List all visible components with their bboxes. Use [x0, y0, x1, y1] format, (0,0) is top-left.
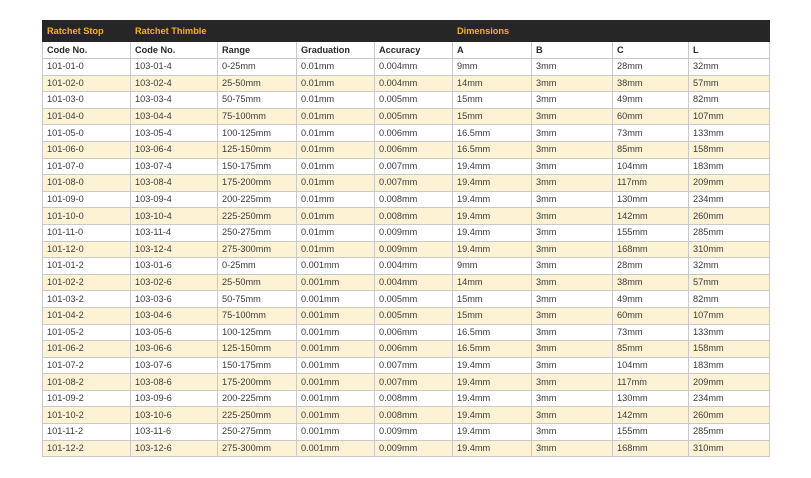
cell-ratchet-thimble-code: 103-12-6 [131, 440, 218, 457]
cell-dim-b: 3mm [532, 258, 613, 275]
cell-graduation: 0.001mm [297, 374, 375, 391]
table-row [43, 258, 770, 275]
cell-ratchet-stop-code: 101-06-0 [43, 141, 131, 158]
table-row [43, 59, 770, 76]
cell-accuracy: 0.004mm [375, 258, 453, 275]
table-row [43, 357, 770, 374]
cell-dim-b: 3mm [532, 440, 613, 457]
cell-ratchet-thimble-code: 103-03-4 [131, 92, 218, 109]
cell-ratchet-thimble-code: 103-12-4 [131, 241, 218, 258]
cell-dim-a: 16.5mm [453, 141, 532, 158]
group-header-blank [689, 21, 770, 42]
cell-dim-a: 19.4mm [453, 424, 532, 441]
cell-accuracy: 0.006mm [375, 125, 453, 142]
cell-dim-l: 310mm [689, 440, 770, 457]
cell-range: 200-225mm [218, 390, 297, 407]
cell-dim-l: 57mm [689, 274, 770, 291]
cell-dim-a: 9mm [453, 59, 532, 76]
cell-dim-b: 3mm [532, 407, 613, 424]
cell-dim-b: 3mm [532, 357, 613, 374]
cell-dim-l: 260mm [689, 208, 770, 225]
cell-ratchet-thimble-code: 103-03-6 [131, 291, 218, 308]
cell-ratchet-thimble-code: 103-01-6 [131, 258, 218, 275]
cell-dim-c: 117mm [613, 175, 689, 192]
table-row [43, 341, 770, 358]
column-header-graduation: Graduation [297, 42, 375, 59]
cell-ratchet-thimble-code: 103-07-6 [131, 357, 218, 374]
cell-dim-b: 3mm [532, 141, 613, 158]
cell-graduation: 0.01mm [297, 208, 375, 225]
cell-graduation: 0.001mm [297, 407, 375, 424]
table-row [43, 158, 770, 175]
cell-range: 150-175mm [218, 158, 297, 175]
cell-range: 150-175mm [218, 357, 297, 374]
cell-dim-l: 234mm [689, 390, 770, 407]
cell-graduation: 0.001mm [297, 390, 375, 407]
cell-dim-a: 19.4mm [453, 208, 532, 225]
cell-range: 125-150mm [218, 141, 297, 158]
cell-dim-c: 85mm [613, 141, 689, 158]
cell-ratchet-thimble-code: 103-08-4 [131, 175, 218, 192]
cell-graduation: 0.001mm [297, 341, 375, 358]
cell-dim-l: 107mm [689, 307, 770, 324]
table-row [43, 208, 770, 225]
cell-ratchet-thimble-code: 103-06-6 [131, 341, 218, 358]
group-header-blank [613, 21, 689, 42]
cell-dim-c: 49mm [613, 92, 689, 109]
cell-dim-c: 60mm [613, 108, 689, 125]
cell-dim-b: 3mm [532, 424, 613, 441]
cell-dim-b: 3mm [532, 92, 613, 109]
cell-range: 175-200mm [218, 374, 297, 391]
cell-range: 250-275mm [218, 224, 297, 241]
cell-dim-c: 130mm [613, 191, 689, 208]
cell-ratchet-stop-code: 101-08-2 [43, 374, 131, 391]
cell-dim-c: 168mm [613, 241, 689, 258]
cell-ratchet-thimble-code: 103-09-4 [131, 191, 218, 208]
cell-dim-a: 19.4mm [453, 224, 532, 241]
cell-dim-a: 19.4mm [453, 440, 532, 457]
cell-accuracy: 0.004mm [375, 75, 453, 92]
cell-dim-l: 82mm [689, 92, 770, 109]
cell-accuracy: 0.009mm [375, 224, 453, 241]
cell-graduation: 0.001mm [297, 274, 375, 291]
column-header-ratchet-stop-code: Code No. [43, 42, 131, 59]
cell-dim-b: 3mm [532, 307, 613, 324]
cell-dim-c: 60mm [613, 307, 689, 324]
cell-accuracy: 0.008mm [375, 390, 453, 407]
cell-dim-b: 3mm [532, 125, 613, 142]
column-header-l: L [689, 42, 770, 59]
cell-ratchet-stop-code: 101-10-0 [43, 208, 131, 225]
cell-dim-c: 104mm [613, 158, 689, 175]
cell-graduation: 0.001mm [297, 291, 375, 308]
cell-accuracy: 0.006mm [375, 324, 453, 341]
cell-dim-l: 158mm [689, 341, 770, 358]
cell-dim-c: 73mm [613, 324, 689, 341]
cell-dim-a: 15mm [453, 92, 532, 109]
cell-ratchet-stop-code: 101-08-0 [43, 175, 131, 192]
cell-dim-c: 142mm [613, 208, 689, 225]
cell-ratchet-stop-code: 101-09-2 [43, 390, 131, 407]
cell-dim-a: 19.4mm [453, 175, 532, 192]
cell-accuracy: 0.005mm [375, 108, 453, 125]
group-header-blank [218, 21, 297, 42]
column-header-c: C [613, 42, 689, 59]
cell-dim-a: 15mm [453, 291, 532, 308]
cell-dim-l: 209mm [689, 175, 770, 192]
cell-dim-l: 133mm [689, 324, 770, 341]
cell-ratchet-stop-code: 101-05-0 [43, 125, 131, 142]
cell-dim-l: 158mm [689, 141, 770, 158]
cell-dim-c: 142mm [613, 407, 689, 424]
cell-graduation: 0.01mm [297, 241, 375, 258]
cell-accuracy: 0.004mm [375, 59, 453, 76]
cell-dim-b: 3mm [532, 324, 613, 341]
cell-ratchet-stop-code: 101-04-0 [43, 108, 131, 125]
table-row [43, 374, 770, 391]
cell-graduation: 0.001mm [297, 440, 375, 457]
cell-dim-a: 15mm [453, 108, 532, 125]
cell-range: 50-75mm [218, 291, 297, 308]
cell-ratchet-thimble-code: 103-01-4 [131, 59, 218, 76]
cell-ratchet-stop-code: 101-12-2 [43, 440, 131, 457]
cell-dim-l: 310mm [689, 241, 770, 258]
cell-accuracy: 0.009mm [375, 424, 453, 441]
cell-graduation: 0.01mm [297, 141, 375, 158]
column-header-a: A [453, 42, 532, 59]
cell-accuracy: 0.005mm [375, 92, 453, 109]
cell-range: 200-225mm [218, 191, 297, 208]
cell-graduation: 0.001mm [297, 357, 375, 374]
cell-dim-b: 3mm [532, 374, 613, 391]
cell-range: 100-125mm [218, 324, 297, 341]
cell-dim-b: 3mm [532, 175, 613, 192]
column-header-accuracy: Accuracy [375, 42, 453, 59]
cell-graduation: 0.001mm [297, 258, 375, 275]
table-row [43, 390, 770, 407]
group-header-ratchet-stop: Ratchet Stop [43, 21, 131, 42]
cell-ratchet-thimble-code: 103-08-6 [131, 374, 218, 391]
cell-ratchet-thimble-code: 103-05-6 [131, 324, 218, 341]
cell-graduation: 0.01mm [297, 108, 375, 125]
cell-range: 275-300mm [218, 241, 297, 258]
cell-dim-c: 73mm [613, 125, 689, 142]
group-header-ratchet-thimble: Ratchet Thimble [131, 21, 218, 42]
cell-dim-a: 16.5mm [453, 324, 532, 341]
cell-dim-l: 32mm [689, 258, 770, 275]
micrometer-spec-table [42, 20, 770, 457]
cell-accuracy: 0.008mm [375, 208, 453, 225]
cell-ratchet-thimble-code: 103-11-6 [131, 424, 218, 441]
cell-graduation: 0.01mm [297, 92, 375, 109]
cell-accuracy: 0.006mm [375, 141, 453, 158]
cell-accuracy: 0.007mm [375, 175, 453, 192]
column-header-range: Range [218, 42, 297, 59]
cell-dim-c: 28mm [613, 59, 689, 76]
cell-dim-b: 3mm [532, 59, 613, 76]
spec-table-container [42, 20, 769, 457]
cell-dim-b: 3mm [532, 341, 613, 358]
cell-graduation: 0.001mm [297, 324, 375, 341]
table-row [43, 241, 770, 258]
cell-dim-l: 285mm [689, 424, 770, 441]
cell-range: 0-25mm [218, 59, 297, 76]
table-row [43, 424, 770, 441]
cell-ratchet-thimble-code: 103-02-4 [131, 75, 218, 92]
cell-dim-a: 9mm [453, 258, 532, 275]
cell-dim-a: 19.4mm [453, 191, 532, 208]
cell-accuracy: 0.005mm [375, 307, 453, 324]
cell-dim-c: 104mm [613, 357, 689, 374]
cell-range: 225-250mm [218, 208, 297, 225]
cell-ratchet-stop-code: 101-04-2 [43, 307, 131, 324]
table-row [43, 324, 770, 341]
cell-graduation: 0.001mm [297, 307, 375, 324]
cell-dim-l: 183mm [689, 158, 770, 175]
cell-dim-l: 234mm [689, 191, 770, 208]
cell-dim-l: 32mm [689, 59, 770, 76]
cell-range: 175-200mm [218, 175, 297, 192]
cell-dim-b: 3mm [532, 191, 613, 208]
table-row [43, 191, 770, 208]
cell-dim-b: 3mm [532, 274, 613, 291]
cell-ratchet-stop-code: 101-03-2 [43, 291, 131, 308]
cell-graduation: 0.01mm [297, 191, 375, 208]
cell-accuracy: 0.007mm [375, 357, 453, 374]
cell-accuracy: 0.009mm [375, 440, 453, 457]
cell-accuracy: 0.008mm [375, 407, 453, 424]
cell-range: 125-150mm [218, 341, 297, 358]
cell-ratchet-thimble-code: 103-04-4 [131, 108, 218, 125]
table-row [43, 440, 770, 457]
cell-dim-b: 3mm [532, 241, 613, 258]
cell-range: 0-25mm [218, 258, 297, 275]
group-header-blank [532, 21, 613, 42]
cell-dim-b: 3mm [532, 224, 613, 241]
cell-dim-b: 3mm [532, 291, 613, 308]
cell-accuracy: 0.009mm [375, 241, 453, 258]
cell-dim-a: 16.5mm [453, 341, 532, 358]
cell-dim-c: 155mm [613, 424, 689, 441]
table-row [43, 307, 770, 324]
cell-accuracy: 0.007mm [375, 158, 453, 175]
cell-graduation: 0.01mm [297, 158, 375, 175]
cell-ratchet-thimble-code: 103-02-6 [131, 274, 218, 291]
cell-ratchet-stop-code: 101-02-2 [43, 274, 131, 291]
cell-graduation: 0.01mm [297, 59, 375, 76]
cell-range: 75-100mm [218, 307, 297, 324]
cell-dim-c: 28mm [613, 258, 689, 275]
cell-dim-l: 209mm [689, 374, 770, 391]
cell-accuracy: 0.008mm [375, 191, 453, 208]
cell-dim-c: 155mm [613, 224, 689, 241]
cell-accuracy: 0.007mm [375, 374, 453, 391]
column-header-b: B [532, 42, 613, 59]
cell-ratchet-thimble-code: 103-10-4 [131, 208, 218, 225]
cell-ratchet-stop-code: 101-01-2 [43, 258, 131, 275]
table-body [43, 59, 770, 457]
cell-dim-b: 3mm [532, 158, 613, 175]
cell-graduation: 0.01mm [297, 125, 375, 142]
cell-dim-l: 183mm [689, 357, 770, 374]
cell-dim-a: 19.4mm [453, 390, 532, 407]
cell-range: 250-275mm [218, 424, 297, 441]
table-row [43, 224, 770, 241]
cell-dim-c: 130mm [613, 390, 689, 407]
cell-ratchet-thimble-code: 103-09-6 [131, 390, 218, 407]
cell-dim-a: 16.5mm [453, 125, 532, 142]
cell-ratchet-stop-code: 101-11-0 [43, 224, 131, 241]
cell-graduation: 0.001mm [297, 424, 375, 441]
cell-range: 275-300mm [218, 440, 297, 457]
cell-range: 25-50mm [218, 274, 297, 291]
table-row [43, 108, 770, 125]
cell-ratchet-thimble-code: 103-06-4 [131, 141, 218, 158]
cell-dim-c: 38mm [613, 274, 689, 291]
column-header-row [43, 42, 770, 59]
cell-range: 100-125mm [218, 125, 297, 142]
cell-ratchet-stop-code: 101-05-2 [43, 324, 131, 341]
cell-dim-a: 15mm [453, 307, 532, 324]
cell-dim-a: 19.4mm [453, 158, 532, 175]
group-header-dimensions: Dimensions [453, 21, 532, 42]
cell-dim-l: 57mm [689, 75, 770, 92]
cell-range: 75-100mm [218, 108, 297, 125]
table-row [43, 291, 770, 308]
table-row [43, 125, 770, 142]
column-header-ratchet-thimble-code: Code No. [131, 42, 218, 59]
cell-dim-b: 3mm [532, 75, 613, 92]
cell-graduation: 0.01mm [297, 75, 375, 92]
group-header-blank [297, 21, 375, 42]
cell-dim-a: 19.4mm [453, 357, 532, 374]
cell-graduation: 0.01mm [297, 224, 375, 241]
table-row [43, 274, 770, 291]
cell-ratchet-stop-code: 101-10-2 [43, 407, 131, 424]
cell-dim-c: 49mm [613, 291, 689, 308]
cell-ratchet-stop-code: 101-03-0 [43, 92, 131, 109]
cell-range: 25-50mm [218, 75, 297, 92]
cell-dim-a: 14mm [453, 75, 532, 92]
cell-dim-a: 19.4mm [453, 241, 532, 258]
table-row [43, 407, 770, 424]
cell-graduation: 0.01mm [297, 175, 375, 192]
cell-ratchet-stop-code: 101-09-0 [43, 191, 131, 208]
cell-ratchet-stop-code: 101-12-0 [43, 241, 131, 258]
group-header-blank [375, 21, 453, 42]
cell-ratchet-thimble-code: 103-04-6 [131, 307, 218, 324]
cell-dim-c: 85mm [613, 341, 689, 358]
cell-dim-l: 260mm [689, 407, 770, 424]
cell-dim-a: 14mm [453, 274, 532, 291]
cell-ratchet-thimble-code: 103-05-4 [131, 125, 218, 142]
cell-dim-b: 3mm [532, 390, 613, 407]
cell-ratchet-stop-code: 101-11-2 [43, 424, 131, 441]
cell-dim-l: 107mm [689, 108, 770, 125]
table-row [43, 175, 770, 192]
cell-dim-c: 168mm [613, 440, 689, 457]
cell-accuracy: 0.006mm [375, 341, 453, 358]
cell-dim-c: 38mm [613, 75, 689, 92]
cell-dim-a: 19.4mm [453, 407, 532, 424]
table-row [43, 141, 770, 158]
cell-ratchet-thimble-code: 103-11-4 [131, 224, 218, 241]
table-row [43, 75, 770, 92]
cell-range: 50-75mm [218, 92, 297, 109]
cell-dim-b: 3mm [532, 208, 613, 225]
cell-ratchet-stop-code: 101-07-2 [43, 357, 131, 374]
cell-dim-l: 285mm [689, 224, 770, 241]
cell-ratchet-thimble-code: 103-07-4 [131, 158, 218, 175]
group-header-row [43, 21, 770, 42]
cell-dim-l: 82mm [689, 291, 770, 308]
cell-ratchet-stop-code: 101-01-0 [43, 59, 131, 76]
cell-ratchet-stop-code: 101-02-0 [43, 75, 131, 92]
cell-range: 225-250mm [218, 407, 297, 424]
cell-ratchet-thimble-code: 103-10-6 [131, 407, 218, 424]
cell-ratchet-stop-code: 101-07-0 [43, 158, 131, 175]
cell-dim-c: 117mm [613, 374, 689, 391]
cell-dim-a: 19.4mm [453, 374, 532, 391]
cell-accuracy: 0.004mm [375, 274, 453, 291]
cell-dim-l: 133mm [689, 125, 770, 142]
cell-ratchet-stop-code: 101-06-2 [43, 341, 131, 358]
cell-accuracy: 0.005mm [375, 291, 453, 308]
cell-dim-b: 3mm [532, 108, 613, 125]
table-row [43, 92, 770, 109]
